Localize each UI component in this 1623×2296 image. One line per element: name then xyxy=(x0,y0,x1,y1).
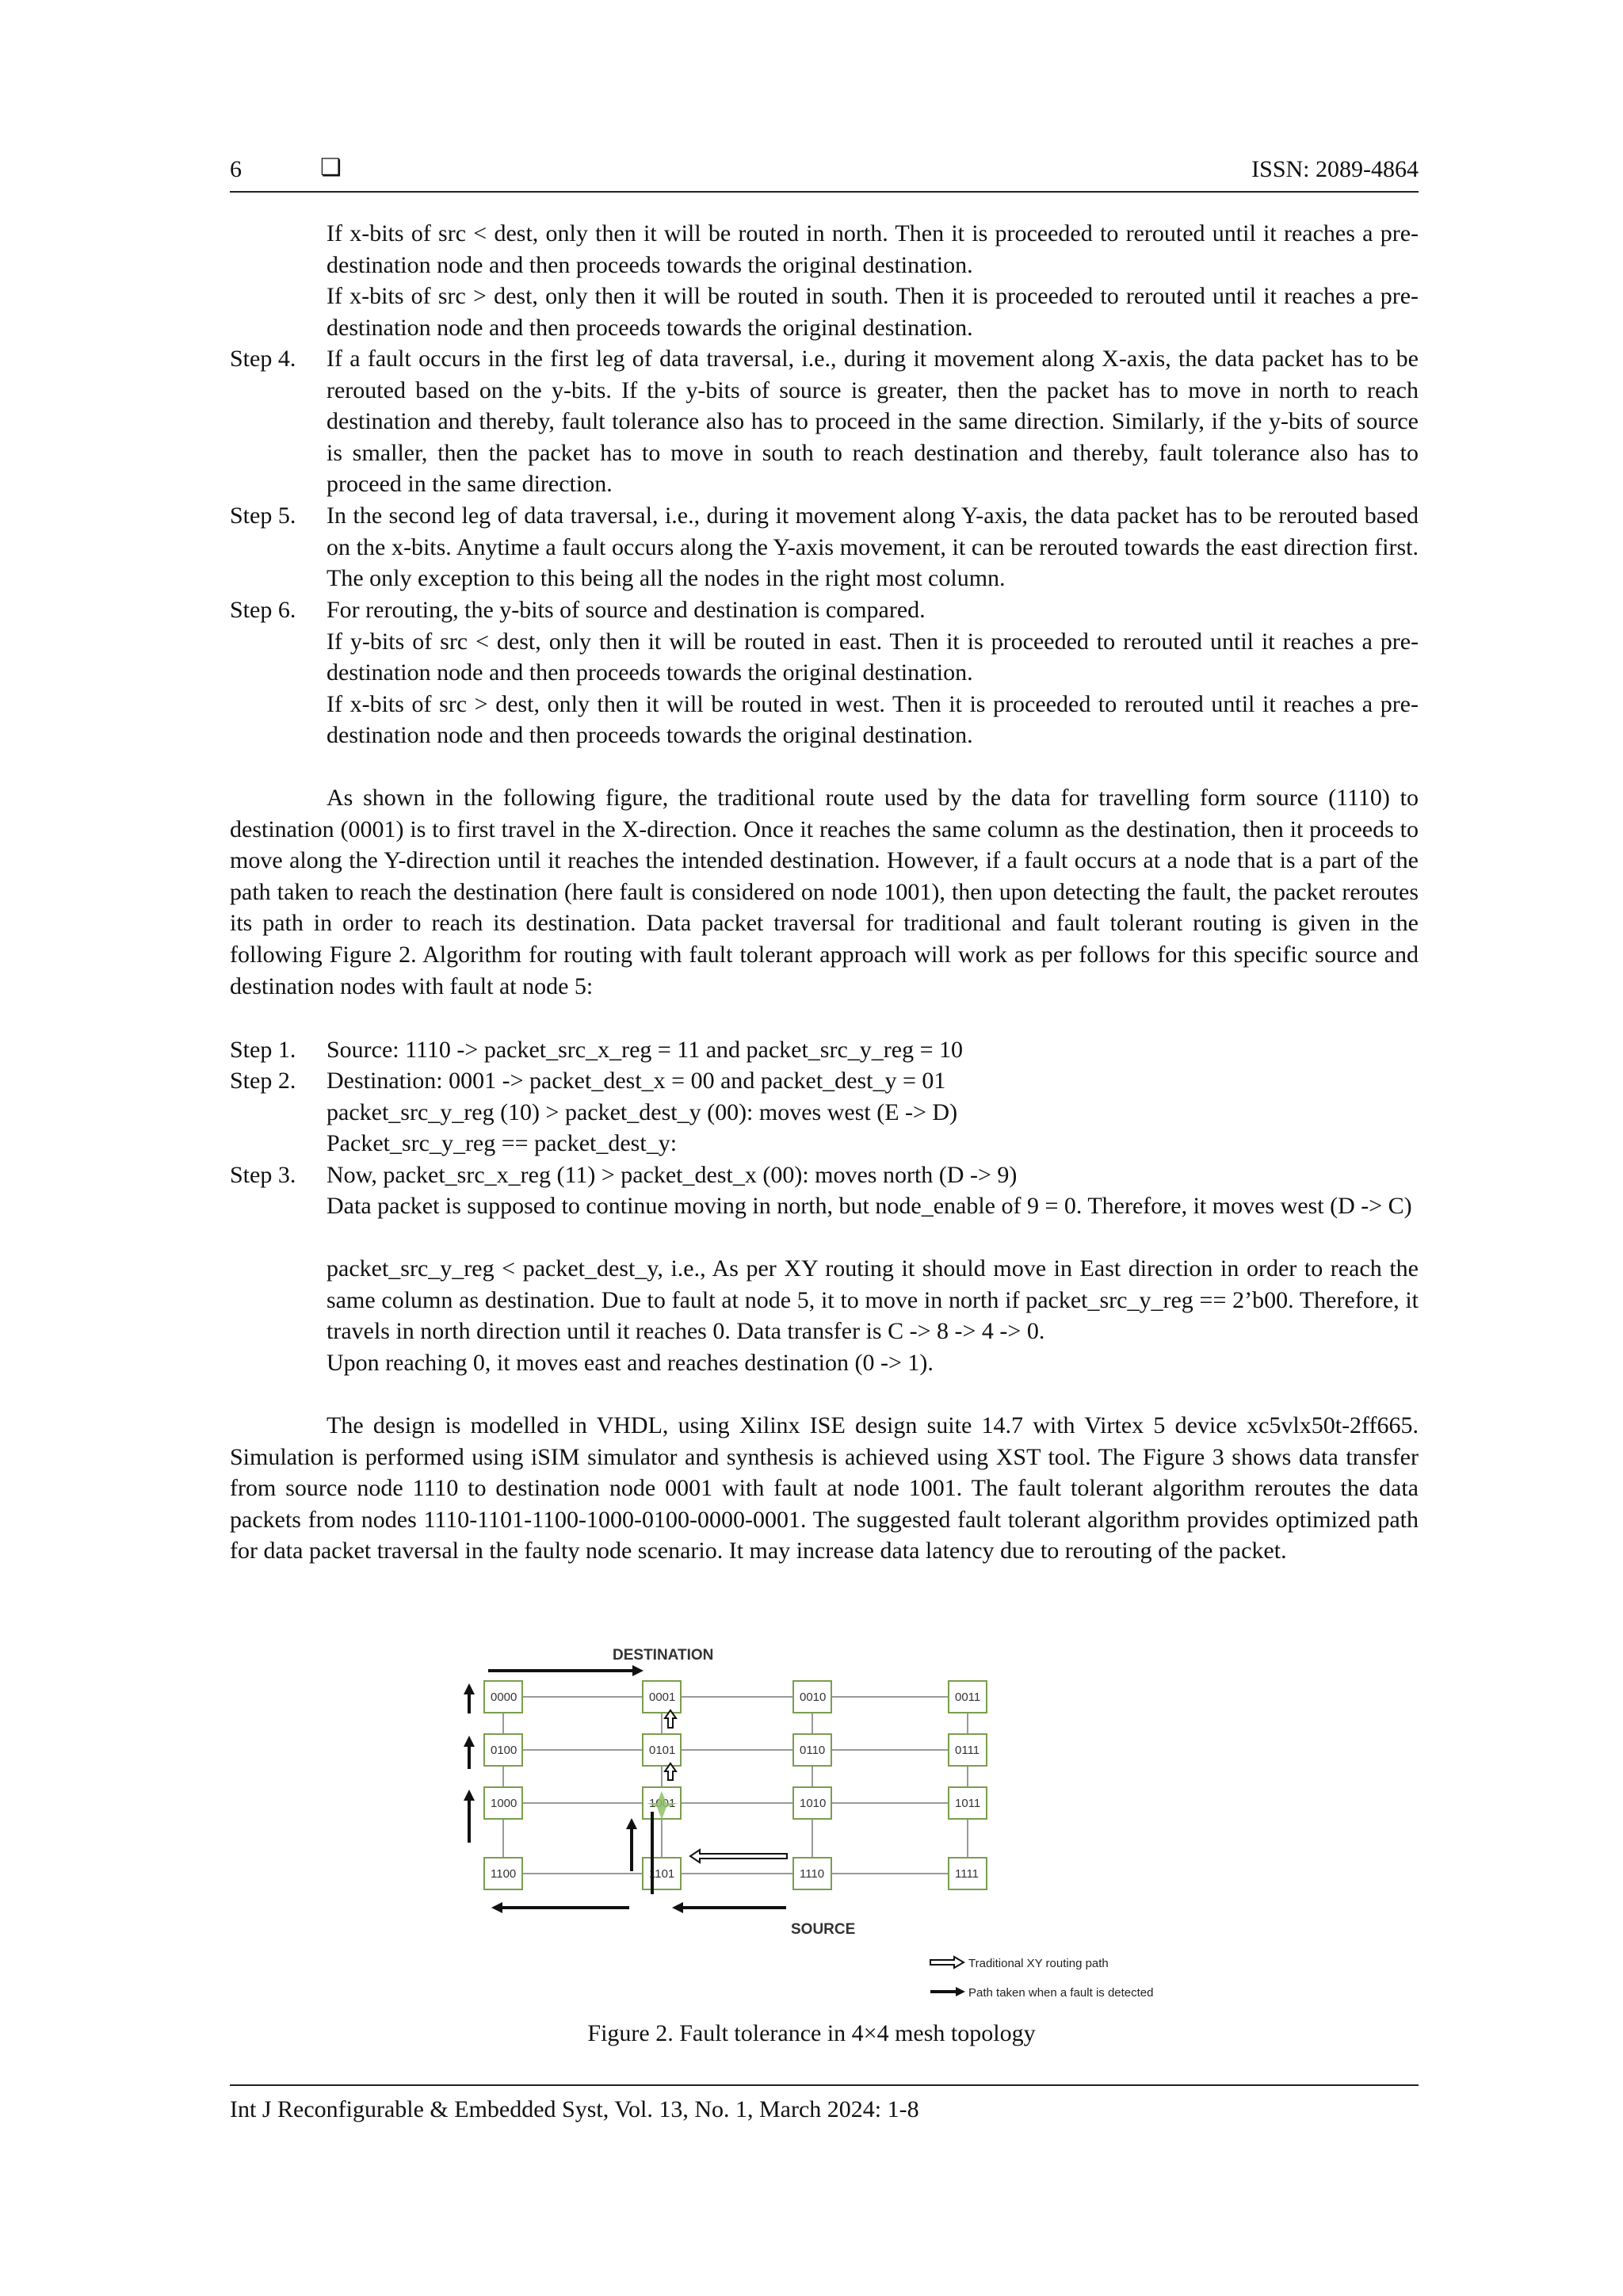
paragraph-route-explanation: As shown in the following figure, the traditional route used by the data for travelling form source (1110) to destination (0001) is to first travel in the X-direction. Once it reaches the same column as the destination, then it proceeds to move along the Y-direction until it reaches the intended destination. However, if a fault occurs at a node that is a part of the path taken to reach the destination (here fault is considered on node 1001), then upon detecting the fault, the packet reroutes its path in order to reach its destination. Data packet traversal for traditional and fault tolerant routing is given in the following Figure 2. Algorithm for routing with fault tolerant approach will work as per follows for this specific source and destination nodes with fault at node 5: xyxy=(230,785,1419,999)
node-label-1010: 1010 xyxy=(800,1797,827,1810)
x-south-text: If x-bits of src > dest, only then it will be routed in south. Then it is proceeded to rerouted until it reaches a pre-destination node and then proceeds towards the original destination. xyxy=(327,283,1419,341)
traditional-arrow-west-icon xyxy=(690,1850,787,1862)
traditional-path-arrows xyxy=(665,1710,787,1862)
paragraph-design: The design is modelled in VHDL, using Xilinx ISE design suite 14.7 with Virtex 5 device xc5vlx50t-2ff665. Simulation is performed using iSIM simulator and synthesis is achieved using XST tool. The Figure 3 shows data transfer from source node 1110 to destination node 0001 with fault at node 1001. The fault tolerant algorithm reroutes the data packets from nodes 1110-1101-1100-1000-0100-0000-0001. The suggested fault tolerant algorithm provides optimized path for data packet traversal in the faulty node scenario. It may increase data latency due to rerouting of the packet. xyxy=(230,1412,1419,1564)
node-label-1011: 1011 xyxy=(955,1797,981,1810)
arrowhead-west-2-icon xyxy=(672,1902,683,1913)
node-label-0011: 0011 xyxy=(955,1690,981,1704)
node-label-0100: 0100 xyxy=(491,1744,517,1757)
header-rule xyxy=(230,191,1419,193)
node-labels xyxy=(491,1690,980,1881)
algo-step2-line2: packet_src_y_reg (10) > packet_dest_y (00): moves west (E -> D) xyxy=(327,1099,958,1125)
arrowhead-up-1-icon xyxy=(464,1683,475,1694)
algo-step1-text: Source: 1110 -> packet_src_x_reg = 11 and packet_src_y_reg = 10 xyxy=(327,1037,963,1063)
step6-text xyxy=(327,594,1419,751)
algo-step3-text: Now, packet_src_x_reg (11) > packet_dest_x (00): moves north (D -> 9) xyxy=(327,1162,1018,1188)
algo-step3-label: Step 3. xyxy=(230,1162,296,1188)
legend xyxy=(930,1957,1154,1997)
node-label-1000: 1000 xyxy=(491,1797,517,1810)
arrowhead-east-top-icon xyxy=(632,1665,643,1676)
algo-step2-line3: Packet_src_y_reg == packet_dest_y: xyxy=(327,1130,678,1156)
node-label-0001: 0001 xyxy=(649,1690,676,1704)
step6-line-2: If y-bits of src < dest, only then it will be routed in east. Then it is proceeded to rerouted until it reaches a pre-destination node and then proceeds towards the original destination. xyxy=(327,628,1419,686)
algo-step2-label: Step 2. xyxy=(230,1068,296,1094)
step5-text: In the second leg of data traversal, i.e., during it movement along Y-axis, the data packet has to be rerouted based on the x-bits. Anytime a fault occurs along the Y-axis movement, it can be rerouted towards the east direction first. The only exception to this being all the nodes in the right most column. xyxy=(327,502,1419,592)
mesh-topology-figure xyxy=(460,1633,1205,1997)
step3-continuation xyxy=(327,218,1419,343)
step6-label: Step 6. xyxy=(230,597,296,623)
node-label-0101: 0101 xyxy=(649,1744,676,1757)
node-label-0110: 0110 xyxy=(800,1744,826,1757)
legend-hollow-arrow-icon xyxy=(930,1957,964,1968)
mesh-links xyxy=(503,1697,968,1874)
footer-citation: Int J Reconfigurable & Embedded Syst, Vol. 13, No. 1, March 2024: 1-8 xyxy=(230,2096,919,2122)
algo-step3-para2: packet_src_y_reg < packet_dest_y, i.e., As per XY routing it should move in East direction in order to reach the same column as destination. Due to fault at node 5, it to move in north if packet_src_y_reg == 2’b00. Therefore, it travels in north direction until it reaches 0. Data transfer is C -> 8 -> 4 -> 0. xyxy=(327,1255,1419,1345)
footer-rule xyxy=(230,2084,1419,2086)
algo-step3-last: Upon reaching 0, it moves east and reaches destination (0 -> 1). xyxy=(327,1350,934,1376)
step4-text: If a fault occurs in the first leg of data traversal, i.e., during it movement along X-axis, the data packet has to be rerouted based on the y-bits. If the y-bits of source is greater, then the packet has to move in north to reach destination and thereby, fault tolerance also has to proceed in the same direction. Similarly, if the y-bits of source is smaller, then the packet has to move in south to reach destination and thereby, fault tolerance also has to proceed in the same direction. xyxy=(327,346,1419,498)
legend-traditional: Traditional XY routing path xyxy=(968,1957,1109,1970)
node-label-0000: 0000 xyxy=(491,1690,517,1704)
arrowhead-up-2-icon xyxy=(464,1736,475,1747)
arrowhead-up-4-icon xyxy=(626,1818,637,1829)
node-label-1111: 1111 xyxy=(955,1867,980,1881)
destination-label: DESTINATION xyxy=(613,1647,714,1664)
node-label-1110: 1110 xyxy=(800,1867,825,1881)
issn: ISSN: 2089-4864 xyxy=(1251,156,1419,182)
figure-caption: Figure 2. Fault tolerance in 4×4 mesh topology xyxy=(587,2020,1036,2046)
node-label-1100: 1100 xyxy=(491,1867,517,1881)
x-north-text: If x-bits of src < dest, only then it will be routed in north. Then it is proceeded to rerouted until it reaches a pre-destination node and then proceeds towards the original destination. xyxy=(327,220,1419,278)
legend-solid-arrowhead-icon xyxy=(956,1987,965,1996)
arrowhead-up-3-icon xyxy=(464,1790,475,1801)
box-icon: ❏ xyxy=(320,154,342,181)
arrowhead-west-1-icon xyxy=(491,1902,502,1913)
algo-step3-para1: Data packet is supposed to continue moving in north, but node_enable of 9 = 0. Therefore, it moves west (D -> C) xyxy=(327,1193,1412,1219)
node-label-0111: 0111 xyxy=(955,1744,980,1757)
step4-label: Step 4. xyxy=(230,346,296,372)
algo-step1-label: Step 1. xyxy=(230,1037,296,1063)
step6-line-3: If x-bits of src > dest, only then it will be routed in west. Then it is proceeded to rerouted until it reaches a pre-destination node and then proceeds towards the original destination. xyxy=(327,690,1419,749)
page-number: 6 xyxy=(230,156,242,182)
legend-fault-path: Path taken when a fault is detected xyxy=(968,1986,1154,1997)
node-label-1101: 1101 xyxy=(649,1867,675,1881)
step5-label: Step 5. xyxy=(230,502,296,529)
algo-step2-text: Destination: 0001 -> packet_dest_x = 00 and packet_dest_y = 01 xyxy=(327,1068,946,1094)
node-label-0010: 0010 xyxy=(800,1690,827,1704)
step6-line-1: For rerouting, the y-bits of source and destination is compared. xyxy=(327,597,926,623)
source-label: SOURCE xyxy=(791,1921,856,1938)
